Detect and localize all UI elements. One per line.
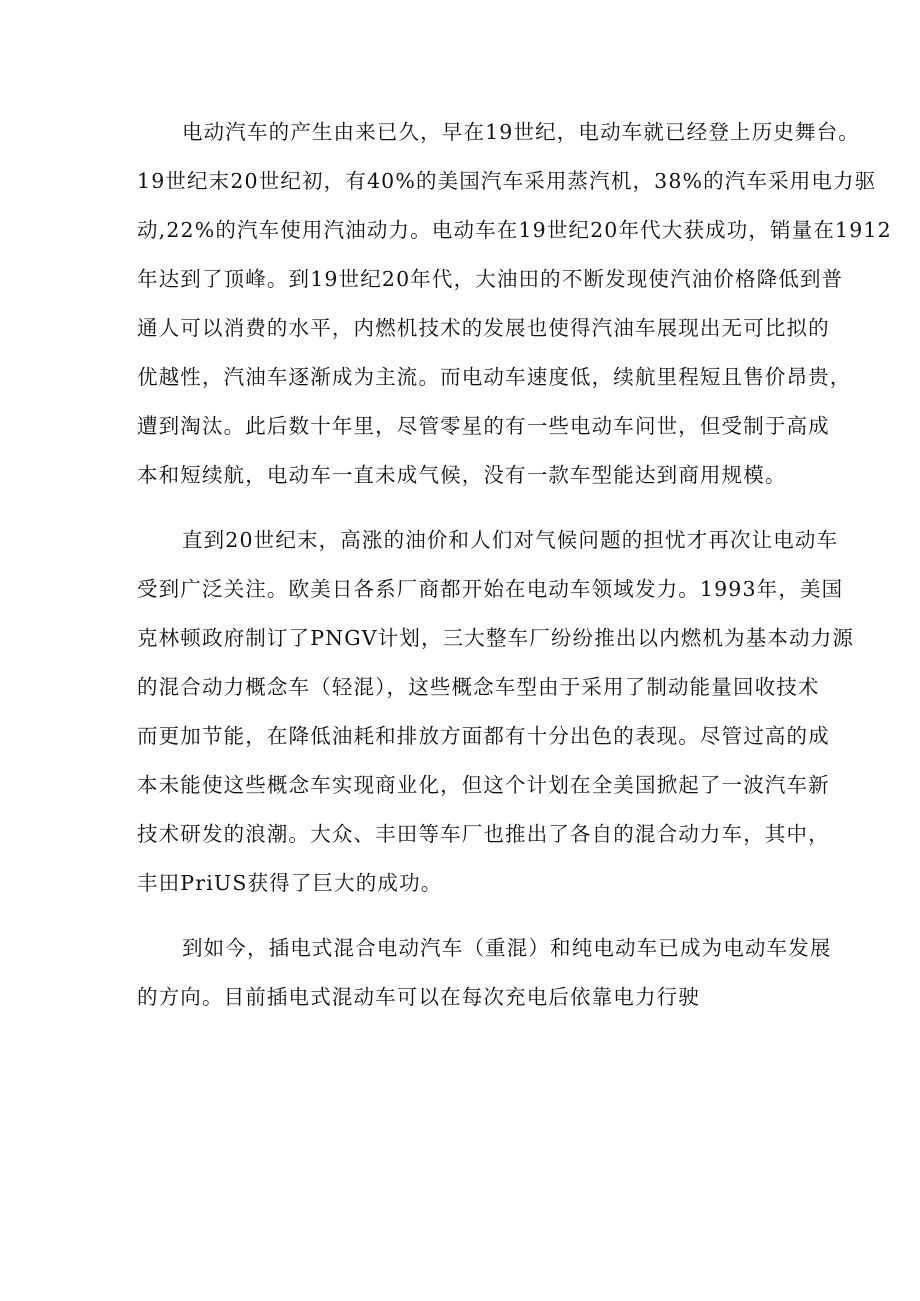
text-line: 的方向。目前插电式混动车可以在每次充电后依靠电力行驶 [137, 985, 700, 1009]
text-line: 受到广泛关注。欧美日各系厂商都开始在电动车领域发力。1993年，美国 [137, 577, 844, 601]
text-line: 年达到了顶峰。到19世纪20年代，大油田的不断发现使汽油价格降低到普 [137, 267, 844, 291]
text-line: 本未能使这些概念车实现商业化，但这个计划在全美国掀起了一波汽车新 [137, 773, 830, 797]
text-line: 丰田PriUS获得了巨大的成功。 [137, 871, 443, 895]
text-line: 技术研发的浪潮。大众、丰田等车厂也推出了各自的混合动力车，其中， [137, 822, 830, 846]
text-line: 直到20世纪末，高涨的油价和人们对气候问题的担忧才再次让电动车 [182, 528, 839, 552]
paragraph-1 [137, 108, 892, 500]
paragraph-2 [137, 516, 855, 908]
text-line: 克林顿政府制订了PNGV计划，三大整车厂纷纷推出以内燃机为基本动力源 [137, 626, 855, 650]
text-line: 动,22%的汽车使用汽油动力。电动车在19世纪20年代大获成功，销量在1912 [137, 218, 892, 242]
text-line: 电动汽车的产生由来已久，早在19世纪，电动车就已经登上历史舞台。 [182, 120, 860, 144]
text-line: 到如今，插电式混合电动汽车（重混）和纯电动车已成为电动车发展 [182, 936, 832, 960]
text-line: 优越性，汽油车逐渐成为主流。而电动车速度低，续航里程短且售价昂贵， [137, 365, 852, 389]
text-line: 而更加节能，在降低油耗和排放方面都有十分出色的表现。尽管过高的成 [137, 724, 830, 748]
paragraph-3 [137, 924, 832, 1022]
text-line: 的混合动力概念车（轻混），这些概念车型由于采用了制动能量回收技术 [137, 675, 820, 699]
text-line: 本和短续航，电动车一直未成气候，没有一款车型能达到商用规模。 [137, 463, 787, 487]
text-line: 通人可以消费的水平，内燃机技术的发展也使得汽油车展现出无可比拟的 [137, 316, 830, 340]
text-line: 19世纪末20世纪初，有40%的美国汽车采用蒸汽机，38%的汽车采用电力驱 [137, 169, 877, 193]
text-line: 遭到淘汰。此后数十年里，尽管零星的有一些电动车问世，但受制于高成 [137, 414, 830, 438]
